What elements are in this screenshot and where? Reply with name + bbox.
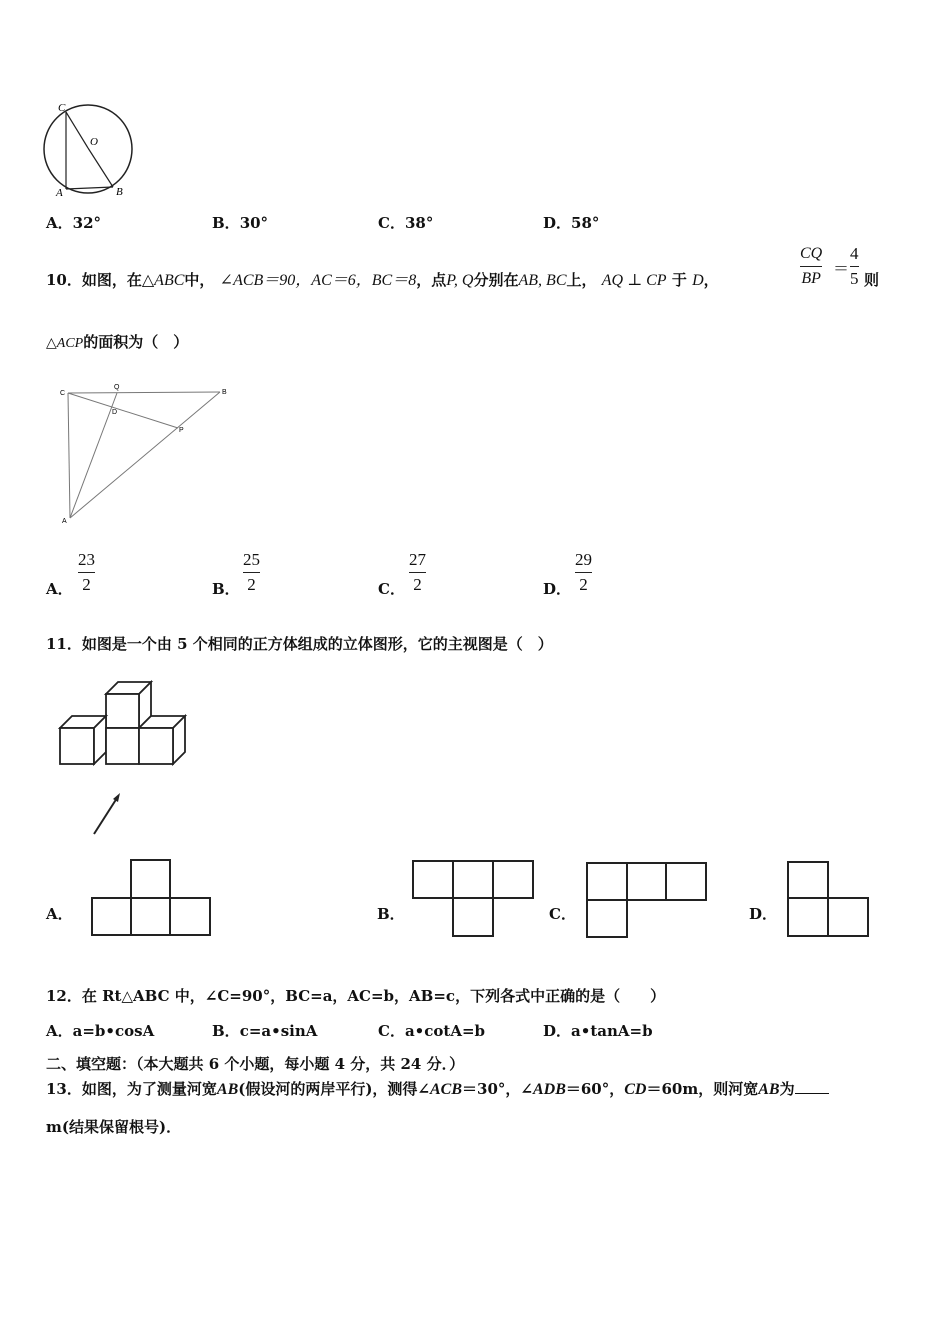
segment-co <box>66 112 88 148</box>
q12-option-d[interactable]: D．a•tanA=b <box>543 1022 653 1040</box>
q11-option-c-letter[interactable]: C． <box>549 905 576 923</box>
q9-option-d[interactable]: D．58° <box>543 214 600 232</box>
label-p: P <box>179 427 184 434</box>
q11-option-b[interactable] <box>410 858 540 940</box>
q9-option-b[interactable]: B．30° <box>212 214 269 232</box>
q12-option-c[interactable]: C．a•cotA=b <box>378 1022 486 1040</box>
section-heading: 二、填空题：（本大题共 6 个小题，每小题 4 分，共 24 分．） <box>46 1055 465 1073</box>
q12-option-a[interactable]: A．a=b•cosA <box>46 1022 155 1040</box>
label-c: C <box>58 102 66 114</box>
side-cb <box>68 392 220 393</box>
q11-option-a-letter[interactable]: A． <box>46 905 73 923</box>
q10-triangle-figure <box>58 382 238 527</box>
q10-option-c-letter[interactable]: C． <box>378 580 405 598</box>
q9-circle-figure <box>40 100 140 200</box>
q9-option-c[interactable]: C．38° <box>378 214 434 232</box>
q10-option-d-letter[interactable]: D． <box>543 580 572 598</box>
q12-option-b[interactable]: B．c=a•sinA <box>212 1022 318 1040</box>
q11-cubes-figure <box>52 672 197 842</box>
segment-ob <box>88 148 113 187</box>
q9-option-a[interactable]: A．32° <box>46 214 102 232</box>
q10-option-b-letter[interactable]: B． <box>212 580 240 598</box>
side-ab <box>70 392 220 518</box>
q11-stem: 11．如图是一个由 5 个相同的正方体组成的立体图形，它的主视图是（ ） <box>46 635 553 653</box>
label-b: B <box>116 186 123 198</box>
q10-then: 则 <box>864 271 880 289</box>
label-a: A <box>56 187 63 199</box>
q11-option-a[interactable] <box>90 858 215 938</box>
q11-option-b-letter[interactable]: B． <box>377 905 405 923</box>
q10-option-a[interactable]: 23 2 <box>78 550 95 594</box>
q10-option-d[interactable]: 29 2 <box>575 550 592 594</box>
q11-option-d[interactable] <box>785 859 875 939</box>
q13-stem: 13．如图，为了测量河宽AB(假设河的两岸平行)，测得∠ACB＝30°，∠ADB＝60°，CD＝60m，则河宽AB为 <box>46 1079 829 1100</box>
label-q: Q <box>114 384 120 391</box>
arrow-head-icon <box>113 793 120 802</box>
q10-ratio-fraction: CQ BP <box>800 245 823 287</box>
view-arrow <box>94 798 117 834</box>
segment-aq <box>70 393 117 518</box>
label-b: B <box>222 389 227 396</box>
q10-stem-line2: △ACP的面积为（ ） <box>46 333 189 351</box>
q13-stem-line2: m(结果保留根号)． <box>46 1118 182 1136</box>
q10-option-b[interactable]: 25 2 <box>243 550 260 594</box>
answer-blank[interactable] <box>795 1079 829 1094</box>
label-c: C <box>60 390 66 397</box>
q12-stem: 12．在 Rt△ABC 中，∠C=90°，BC=a，AC=b，AB=c，下列各式中正确的是（ ） <box>46 987 666 1005</box>
q10-option-a-letter[interactable]: A． <box>46 580 73 598</box>
q11-option-d-letter[interactable]: D． <box>749 905 778 923</box>
q11-option-c[interactable] <box>584 860 714 940</box>
q10-option-c[interactable]: 27 2 <box>409 550 426 594</box>
label-d: D <box>112 409 118 416</box>
label-o: O <box>90 136 98 148</box>
side-ca <box>68 393 70 518</box>
q10-equals: ＝ <box>833 259 850 278</box>
q10-value-fraction: 4 5 <box>850 244 859 288</box>
segment-cp <box>68 393 178 428</box>
label-a: A <box>62 518 67 525</box>
q10-stem: 10．如图，在△ABC中， ∠ACB＝90，AC＝6，BC＝8，点P, Q分别在AB, BC上， AQ ⊥ CP 于 D， <box>46 271 719 289</box>
